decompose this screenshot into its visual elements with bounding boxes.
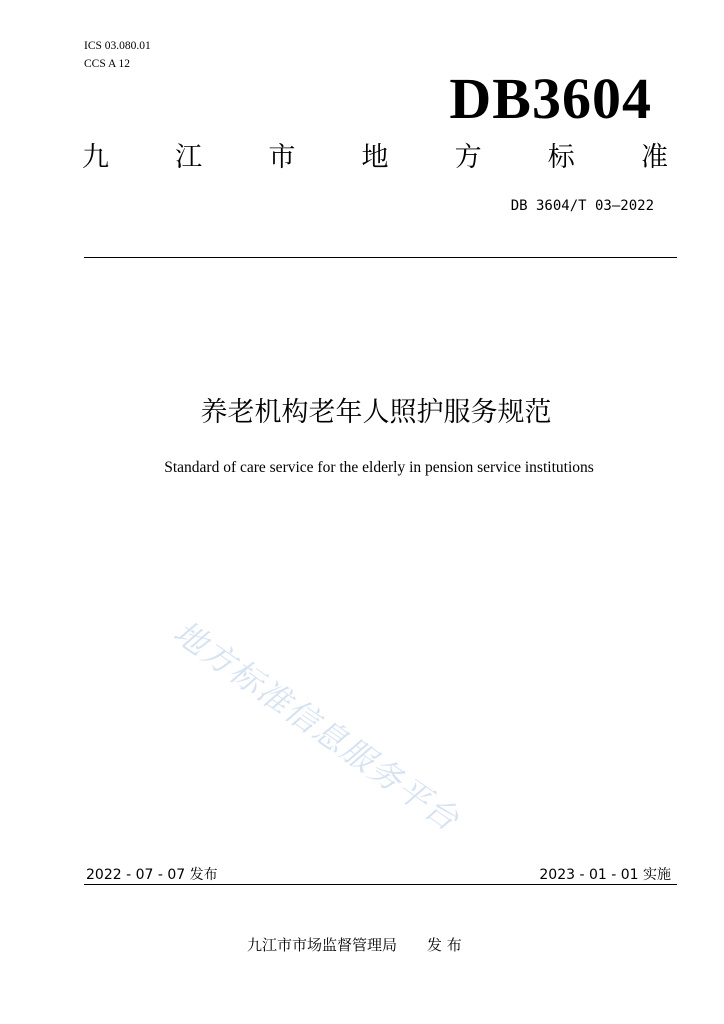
- issuer-name: 九江市市场监督管理局: [247, 936, 398, 954]
- db-logo: DB3604: [449, 66, 652, 131]
- watermark: 地方标准信息服务平台: [166, 612, 468, 840]
- standard-type-title: [82, 140, 668, 176]
- ics-code: ICS 03.080.01: [84, 40, 151, 52]
- implementation-date: 2023 - 01 - 01 实施: [539, 867, 671, 883]
- ccs-code: CCS A 12: [84, 58, 131, 70]
- issuer-action: 发 布: [427, 936, 462, 954]
- release-date: 2022 - 07 - 07 发布: [86, 867, 218, 883]
- standard-type-char: 地: [361, 142, 389, 173]
- standard-number: DB 3604/T 03—2022: [510, 198, 654, 214]
- header-divider: [84, 257, 677, 258]
- standard-type-char: 江: [175, 142, 203, 173]
- footer-divider: [84, 884, 677, 885]
- issuer: [247, 934, 462, 955]
- document-title-zh: 养老机构老年人照护服务规范: [200, 397, 552, 428]
- standard-type-char: 准: [640, 142, 668, 173]
- standard-type-char: 市: [268, 142, 296, 173]
- classification-codes: [84, 37, 151, 73]
- standard-type-char: 九: [82, 142, 109, 173]
- standard-type-char: 标: [547, 142, 575, 173]
- document-title-en: Standard of care service for the elderly in pension service institutions: [164, 459, 594, 476]
- standard-type-char: 方: [454, 142, 482, 173]
